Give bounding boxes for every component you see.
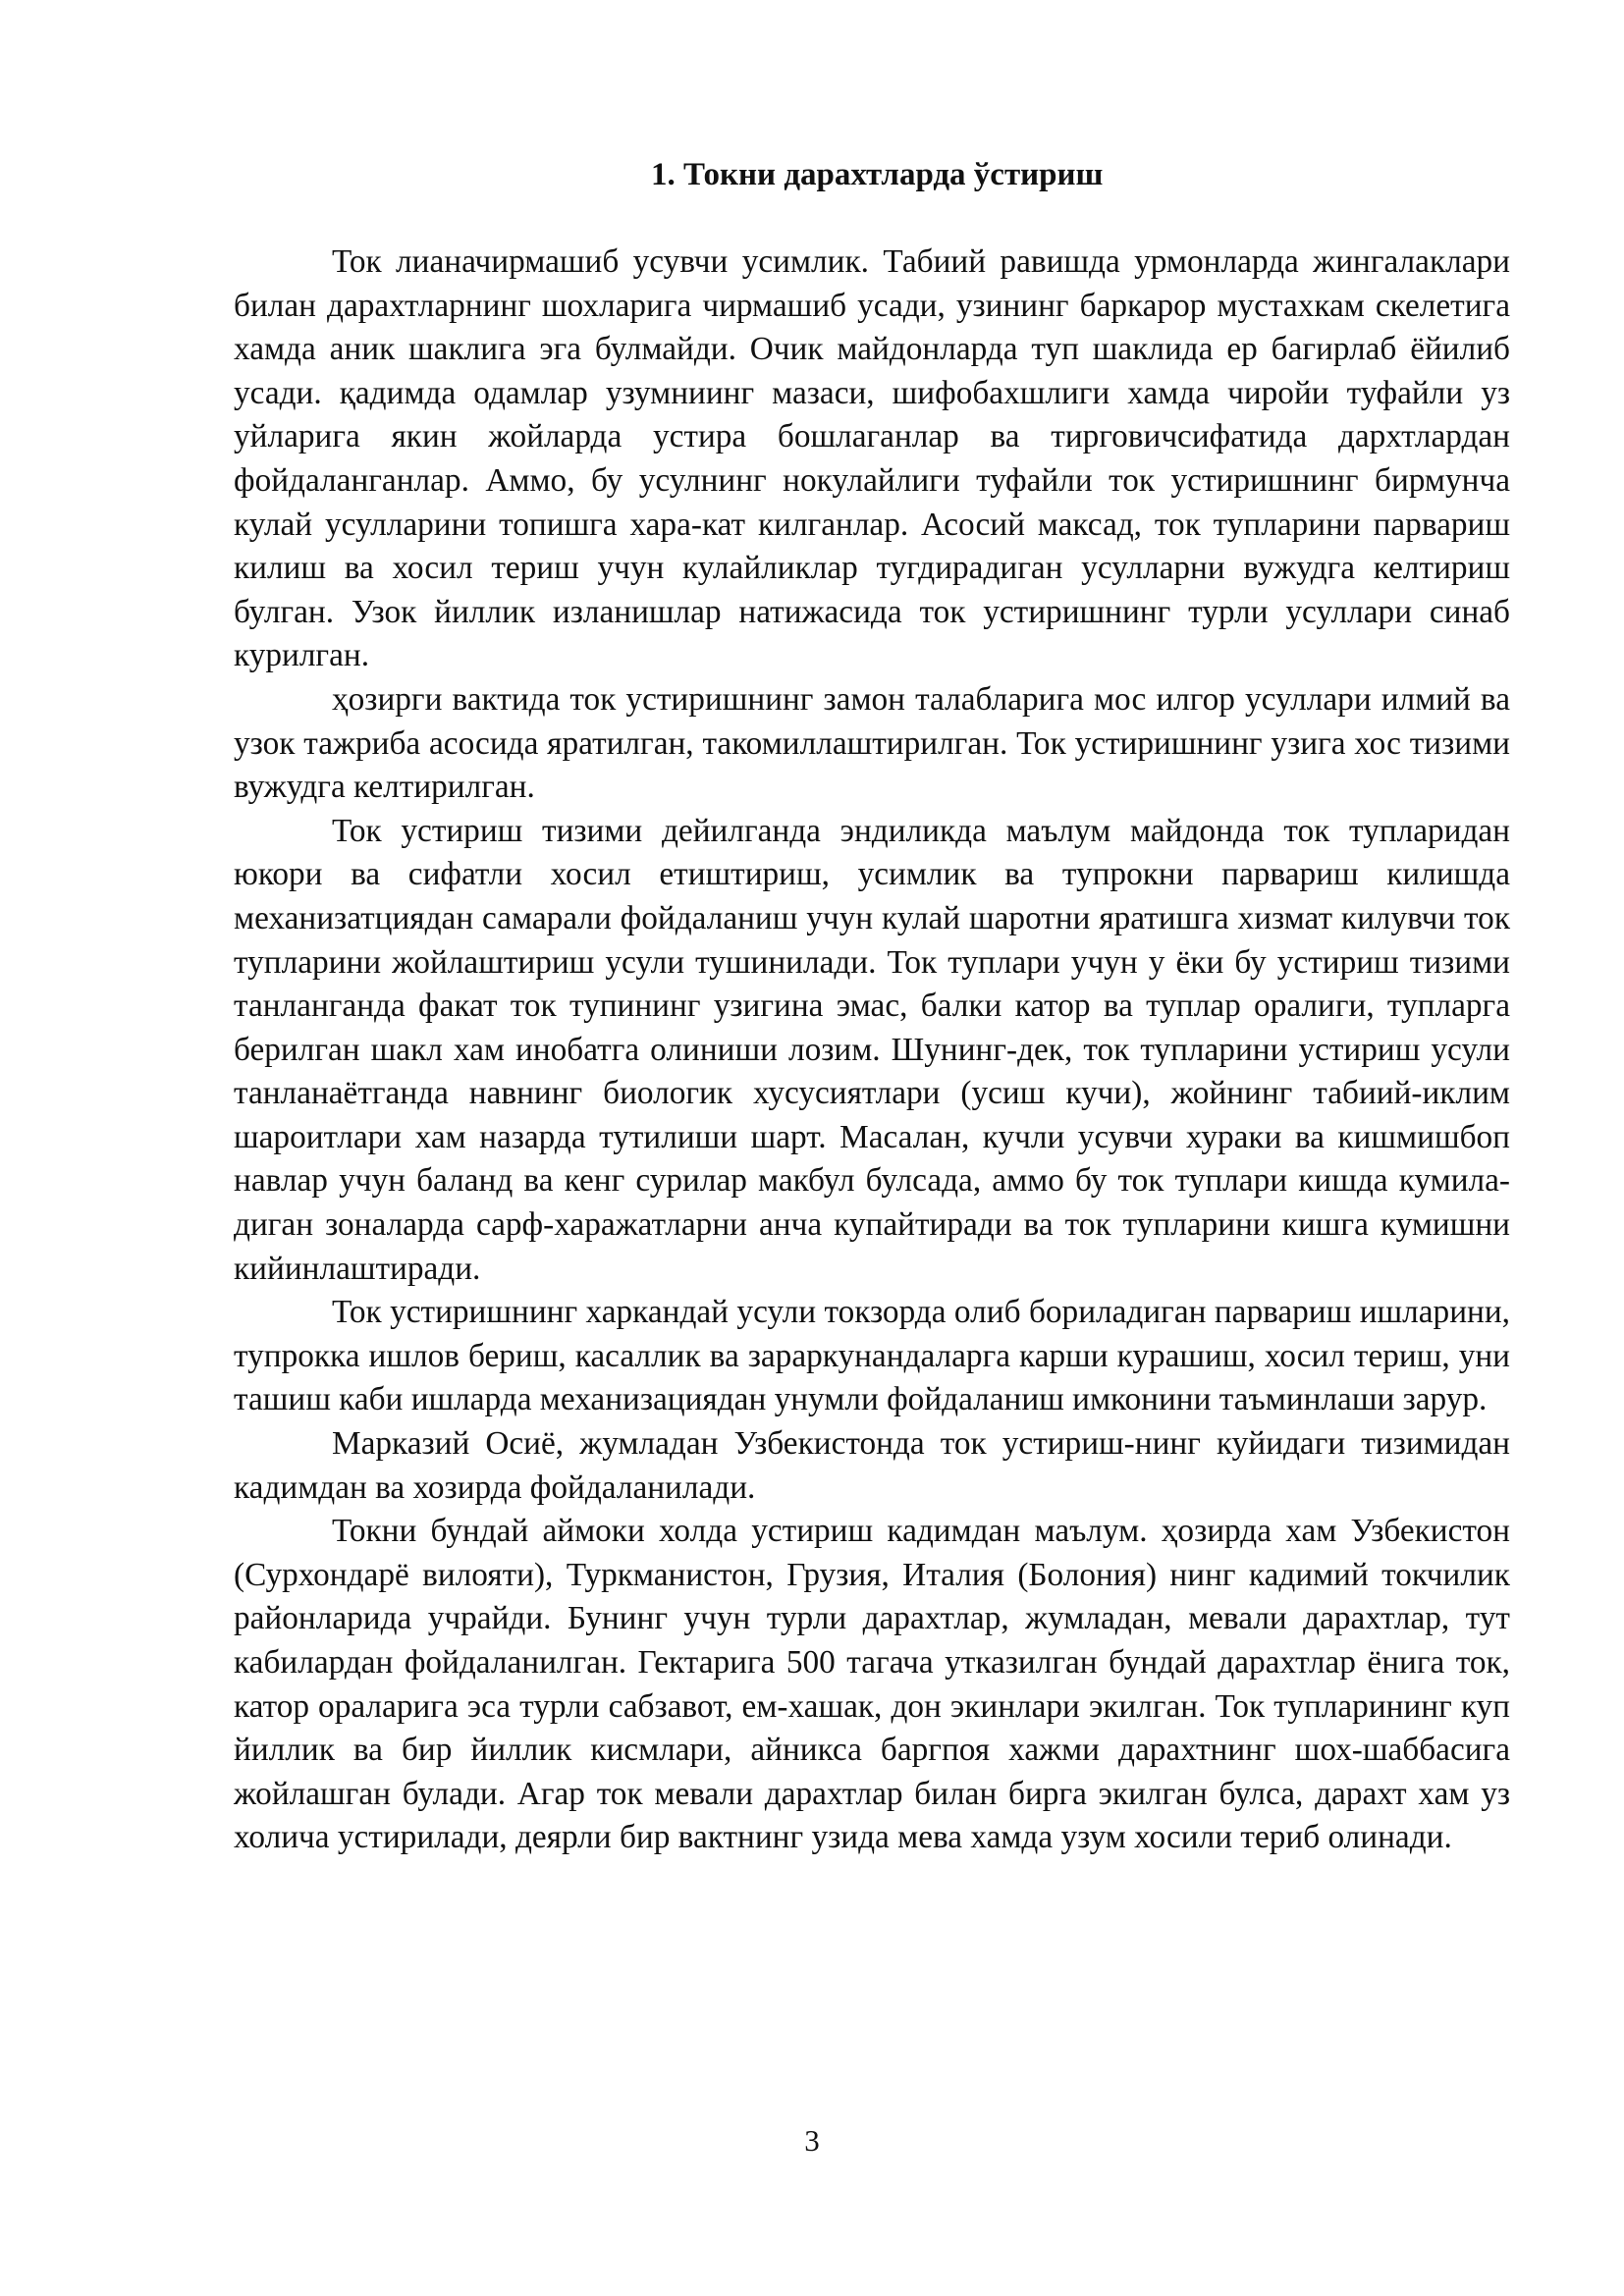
page-number: 3 <box>804 2123 820 2158</box>
paragraph-3: Ток устириш тизими дейилганда эндиликда маълум майдонда ток тупларидан юкори ва сифатли хосил етиштириш, усимлик ва тупрокни парвариш килишда механизатциядан самарали фойдаланиш учун кулай шаротни яратишга хизмат килувчи ток тупларини жойлаштириш усули тушинилади. Ток туплари учун у ёки бу устириш тизими танланганда факат ток тупининг узигина эмас, балки катор ва туплар оралиги, тупларга берилган шакл хам инобатга олиниши лозим. Шунинг-дек, ток тупларини устириш усули танланаётганда навнинг биологик хусусиятлари (усиш кучи), жойнинг табиий-иклим шароитлари хам назарда тутилиши шарт. Масалан, кучли усувчи хураки ва кишмишбоп навлар учун баланд ва кенг сурилар макбул булсада, аммо бу ток туплари кишда кумила-диган зоналарда сарф-харажатларни анча купайтиради ва ток тупларини кишга кумишни кийинлаштиради. <box>234 812 1510 1287</box>
paragraph-6: Токни бундай аймоки холда устириш кадимдан маълум. ҳозирда хам Узбекистон (Сурхондарё вилояти), Туркманистон, Грузия, Италия (Болония) нинг кадимий токчилик районларида учрайди. Бунинг учун турли дарахтлар, жумладан, мевали дарахтлар, тут кабилардан фойдаланилган. Гектарига 500 тагача утказилган бундай дарахтлар ёнига ток, катор ораларига эса турли сабзавот, ем-хашак, дон экинлари экилган. Ток тупларининг куп йиллик ва бир йиллик кисмлари, айникса баргпоя хажми дарахтнинг шох-шаббасига жойлашган булади. Агар ток мевали дарахтлар билан бирга экилган булса, дарахт хам уз холича устирилади, деярли бир вактнинг узида мева хамда узум хосили териб олинади. <box>234 1513 1510 1856</box>
paragraph-1: Ток лианачирмашиб усувчи усимлик. Табиий равишда урмонларда жингалаклари билан дарахтларнинг шохларига чирмашиб усади, узининг баркарор мустахкам скелетига хамда аник шаклига эга булмайди. Очик майдонларда туп шаклида ер багирлаб ёйилиб усади. қадимда одамлар узумниинг мазаси, шифобахшлиги хамда чиройи туфайли уз уйларига якин жойларда устира бошлаганлар ва тирговичсифатида дархтлардан фойдаланганлар. Аммо, бу усулнинг нокулайлиги туфайли ток устиришнинг бирмунча кулай усулларини топишга хара-кат килганлар. Асосий максад, ток тупларини парвариш килиш ва хосил териш учун кулайликлар тугдирадиган усулларни вужудга келтириш булган. Узок йиллик изланишлар натижасида ток устиришнинг турли усуллари синаб курилган. <box>234 243 1510 674</box>
paragraph-4: Ток устиришнинг харкандай усули токзорда олиб бориладиган парвариш ишларини, тупрокка ишлов бериш, касаллик ва зараркунандаларга карши курашиш, хосил териш, уни ташиш каби ишларда механизациядан унумли фойдаланиш имконини таъминлаши зарур. <box>234 1294 1510 1418</box>
section-title: 1. Токни дарахтларда ўстириш <box>651 157 1104 192</box>
paragraph-2: ҳозирги вактида ток устиришнинг замон талабларига мос илгор усуллари илмий ва узок тажриба асосида яратилган, такомиллаштирилган. Ток устиришнинг узига хос тизими вужудга келтирилган. <box>234 680 1510 806</box>
paragraph-5: Марказий Осиё, жумладан Узбекистонда ток устириш-нинг куйидаги тизимидан кадимдан ва хозирда фойдаланилади. <box>234 1425 1510 1506</box>
body-text <box>234 240 1510 1860</box>
